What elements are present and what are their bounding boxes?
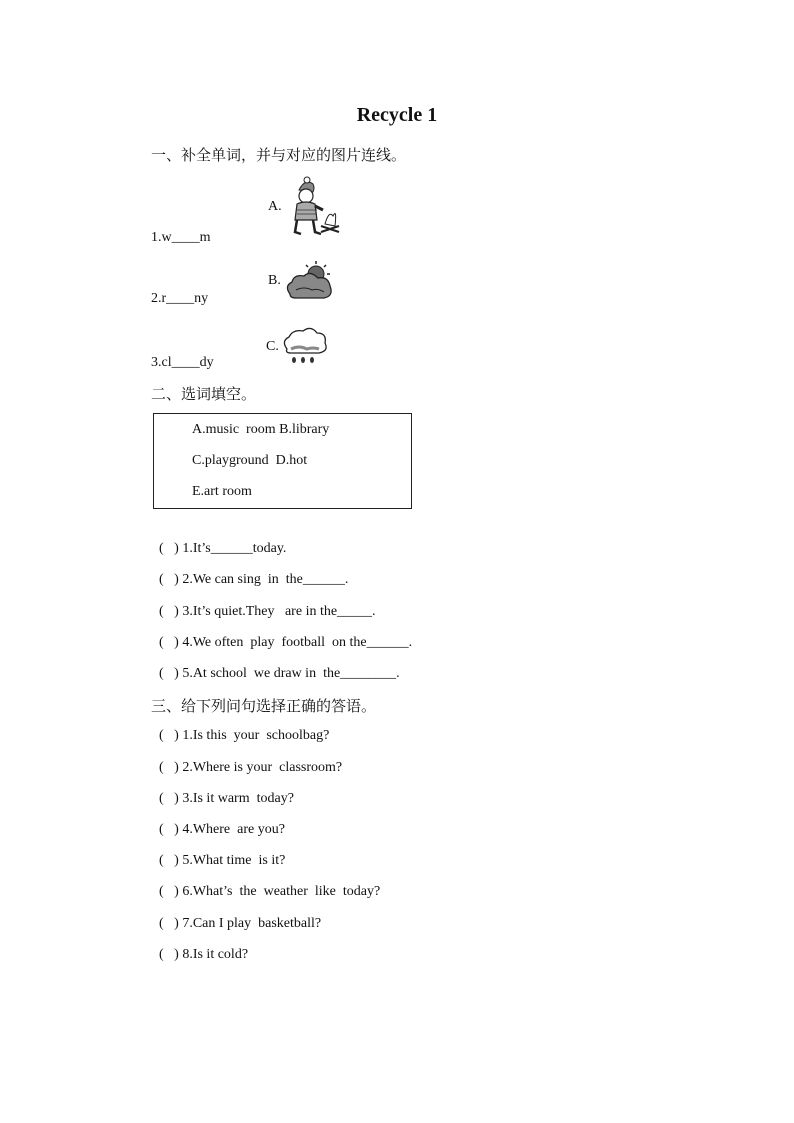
fill-blank-item: ( ) 2.We can sing in the______. <box>159 572 349 587</box>
word-2: 2.r____ny <box>151 291 209 306</box>
fill-blank-item: ( ) 5.At school we draw in the________. <box>159 666 400 681</box>
word-bank-option: A.music room B.library <box>192 422 330 437</box>
rain-cloud-icon <box>281 325 329 367</box>
word-bank-option: E.art room <box>192 484 252 499</box>
fill-blank-item: ( ) 4.We often play football on the______. <box>159 635 413 650</box>
word-bank-option: C.playground D.hot <box>192 453 308 468</box>
word-1: 1.w____m <box>151 230 211 245</box>
question-item: ( ) 6.What’s the weather like today? <box>159 884 381 899</box>
fill-blank-item: ( ) 3.It’s quiet.They are in the_____. <box>159 604 376 619</box>
picture-label-c: C. <box>266 339 279 354</box>
question-item: ( ) 5.What time is it? <box>159 853 286 868</box>
page-title: Recycle 1 <box>356 104 438 126</box>
section-2-heading: 二、选词填空。 <box>151 385 257 403</box>
fill-blank-item: ( ) 1.It’s______today. <box>159 541 287 556</box>
sun-behind-cloud-icon <box>284 260 336 302</box>
question-item: ( ) 8.Is it cold? <box>159 947 249 962</box>
person-by-fire-icon <box>285 176 341 238</box>
section-1-heading: 一、补全单词，并与对应的图片连线。 <box>151 146 407 164</box>
question-item: ( ) 7.Can I play basketball? <box>159 916 322 931</box>
question-item: ( ) 1.Is this your schoolbag? <box>159 728 330 743</box>
question-item: ( ) 3.Is it warm today? <box>159 791 294 806</box>
picture-label-b: B. <box>268 273 281 288</box>
section-3-heading: 三、给下列问句选择正确的答语。 <box>151 697 377 715</box>
picture-label-a: A. <box>268 199 282 214</box>
question-item: ( ) 2.Where is your classroom? <box>159 760 343 775</box>
word-3: 3.cl____dy <box>151 355 214 370</box>
question-item: ( ) 4.Where are you? <box>159 822 285 837</box>
